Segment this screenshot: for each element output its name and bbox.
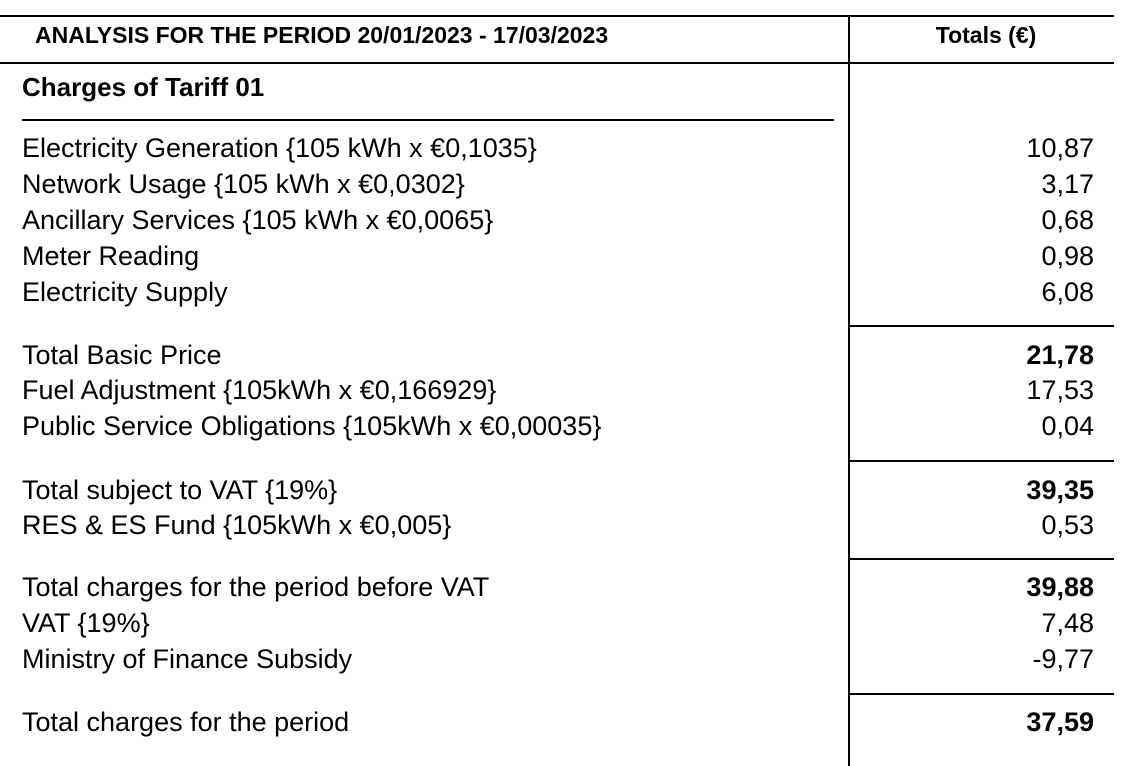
subtotal-rule bbox=[848, 693, 1114, 695]
section-title-underline bbox=[22, 119, 834, 121]
charge-value: 3,17 bbox=[1041, 169, 1094, 199]
charge-label: Public Service Obligations {105kWh x €0,00035} bbox=[22, 411, 602, 441]
subtotal-label: Total Basic Price bbox=[22, 340, 222, 370]
subtotal-value: 39,88 bbox=[1026, 572, 1094, 602]
charge-label: Fuel Adjustment {105kWh x €0,166929} bbox=[22, 375, 497, 405]
charge-value: 10,87 bbox=[1026, 133, 1094, 163]
section-title: Charges of Tariff 01 bbox=[22, 72, 265, 102]
subtotal-label: Total charges for the period before VAT bbox=[22, 572, 490, 602]
charge-value: 6,08 bbox=[1041, 277, 1094, 307]
subtotal-value: 39,35 bbox=[1026, 475, 1094, 505]
charge-value: 0,68 bbox=[1041, 205, 1094, 235]
charge-label: RES & ES Fund {105kWh x €0,005} bbox=[22, 510, 452, 540]
grand-total-label: Total charges for the period bbox=[22, 707, 350, 737]
charge-label: Meter Reading bbox=[22, 241, 200, 271]
charge-label: Electricity Supply bbox=[22, 277, 228, 307]
charge-label: Ministry of Finance Subsidy bbox=[22, 644, 353, 674]
charge-label: Electricity Generation {105 kWh x €0,1035} bbox=[22, 133, 537, 163]
subtotal-label: Total subject to VAT {19%} bbox=[22, 475, 338, 505]
subtotal-rule bbox=[848, 558, 1114, 560]
charge-label: VAT {19%} bbox=[22, 608, 150, 638]
charge-value: 0,53 bbox=[1041, 510, 1094, 540]
charge-value: 17,53 bbox=[1026, 375, 1094, 405]
period-header: ANALYSIS FOR THE PERIOD 20/01/2023 - 17/03/2023 bbox=[35, 22, 609, 48]
subtotal-rule bbox=[848, 325, 1114, 327]
subtotal-rule bbox=[848, 460, 1114, 462]
header-bottom-border bbox=[0, 62, 1114, 64]
totals-header: Totals (€) bbox=[935, 22, 1037, 48]
charge-value: 7,48 bbox=[1041, 608, 1094, 638]
charge-value: 0,98 bbox=[1041, 241, 1094, 271]
table-top-border bbox=[0, 15, 1114, 17]
grand-total-value: 37,59 bbox=[1026, 707, 1094, 737]
charge-value: -9,77 bbox=[1032, 644, 1094, 674]
charge-label: Ancillary Services {105 kWh x €0,0065} bbox=[22, 205, 494, 235]
charge-value: 0,04 bbox=[1041, 411, 1094, 441]
charge-label: Network Usage {105 kWh x €0,0302} bbox=[22, 169, 465, 199]
totals-column-divider bbox=[848, 15, 850, 766]
subtotal-value: 21,78 bbox=[1026, 340, 1094, 370]
